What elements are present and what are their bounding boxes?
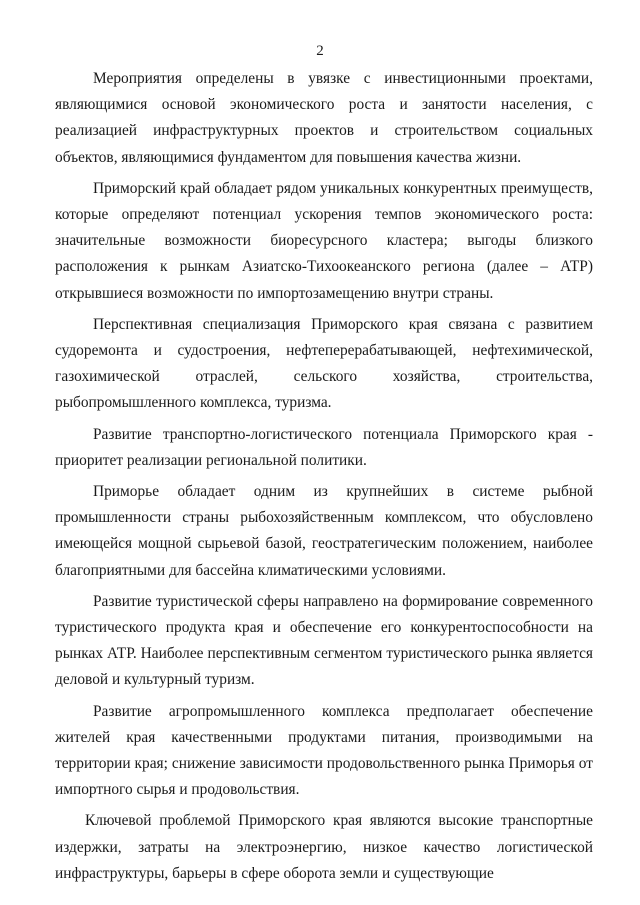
paragraph-agroindustry: Развитие агропромышленного комплекса предполагает обеспечение жителей края качественными продуктами питания, производимыми на территории края; снижение зависимости продовольственного рынка Приморья от импортного сырья и продовольствия. [55, 702, 593, 799]
page-number: 2 [316, 43, 324, 59]
paragraph-specialization: Перспективная специализация Приморского края связана с развитием судоремонта и судостроения, нефтеперерабатывающей, нефтехимической, газохимической отраслей, сельского хозяйства, строительства, рыбопромышленного комплекса, туризма. [55, 315, 593, 412]
paragraph-key-problem: Ключевой проблемой Приморского края являются высокие транспортные издержки, затраты на электроэнергию, низкое качество логистической инфраструктуры, барьеры в сфере оборота земли и существующие [55, 812, 593, 882]
document-body [55, 66, 593, 892]
paragraph-transport-logistics: Развитие транспортно-логистического потенциала Приморского края - приоритет реализации региональной политики. [55, 425, 593, 469]
paragraph-competitive-advantages: Приморский край обладает рядом уникальных конкурентных преимуществ, которые определяют потенциал ускорения темпов экономического роста: значительные возможности биоресурсного кластера; выгоды близкого расположения к рынкам Азиатско-Тихоокеанского региона (далее – АТР) открывшиеся возможности по импортозамещению внутри страны. [55, 179, 593, 302]
paragraph-tourism: Развитие туристической сферы направлено на формирование современного туристического продукта края и обеспечение его конкурентоспособности на рынках АТР. Наиболее перспективным сегментом туристического рынка является деловой и культурный туризм. [55, 592, 593, 689]
paragraph-measures: Мероприятия определены в увязке с инвестиционными проектами, являющимися основой экономического роста и занятости населения, с реализацией инфраструктурных проектов и строительством социальных объектов, являющимися фундаментом для повышения качества жизни. [55, 70, 593, 166]
paragraph-fishing-industry: Приморье обладает одним из крупнейших в системе рыбной промышленности страны рыбохозяйственным комплексом, что обусловлено имеющейся мощной сырьевой базой, геостратегическим положением, наиболее благоприятными для бассейна климатическими условиями. [55, 483, 593, 579]
